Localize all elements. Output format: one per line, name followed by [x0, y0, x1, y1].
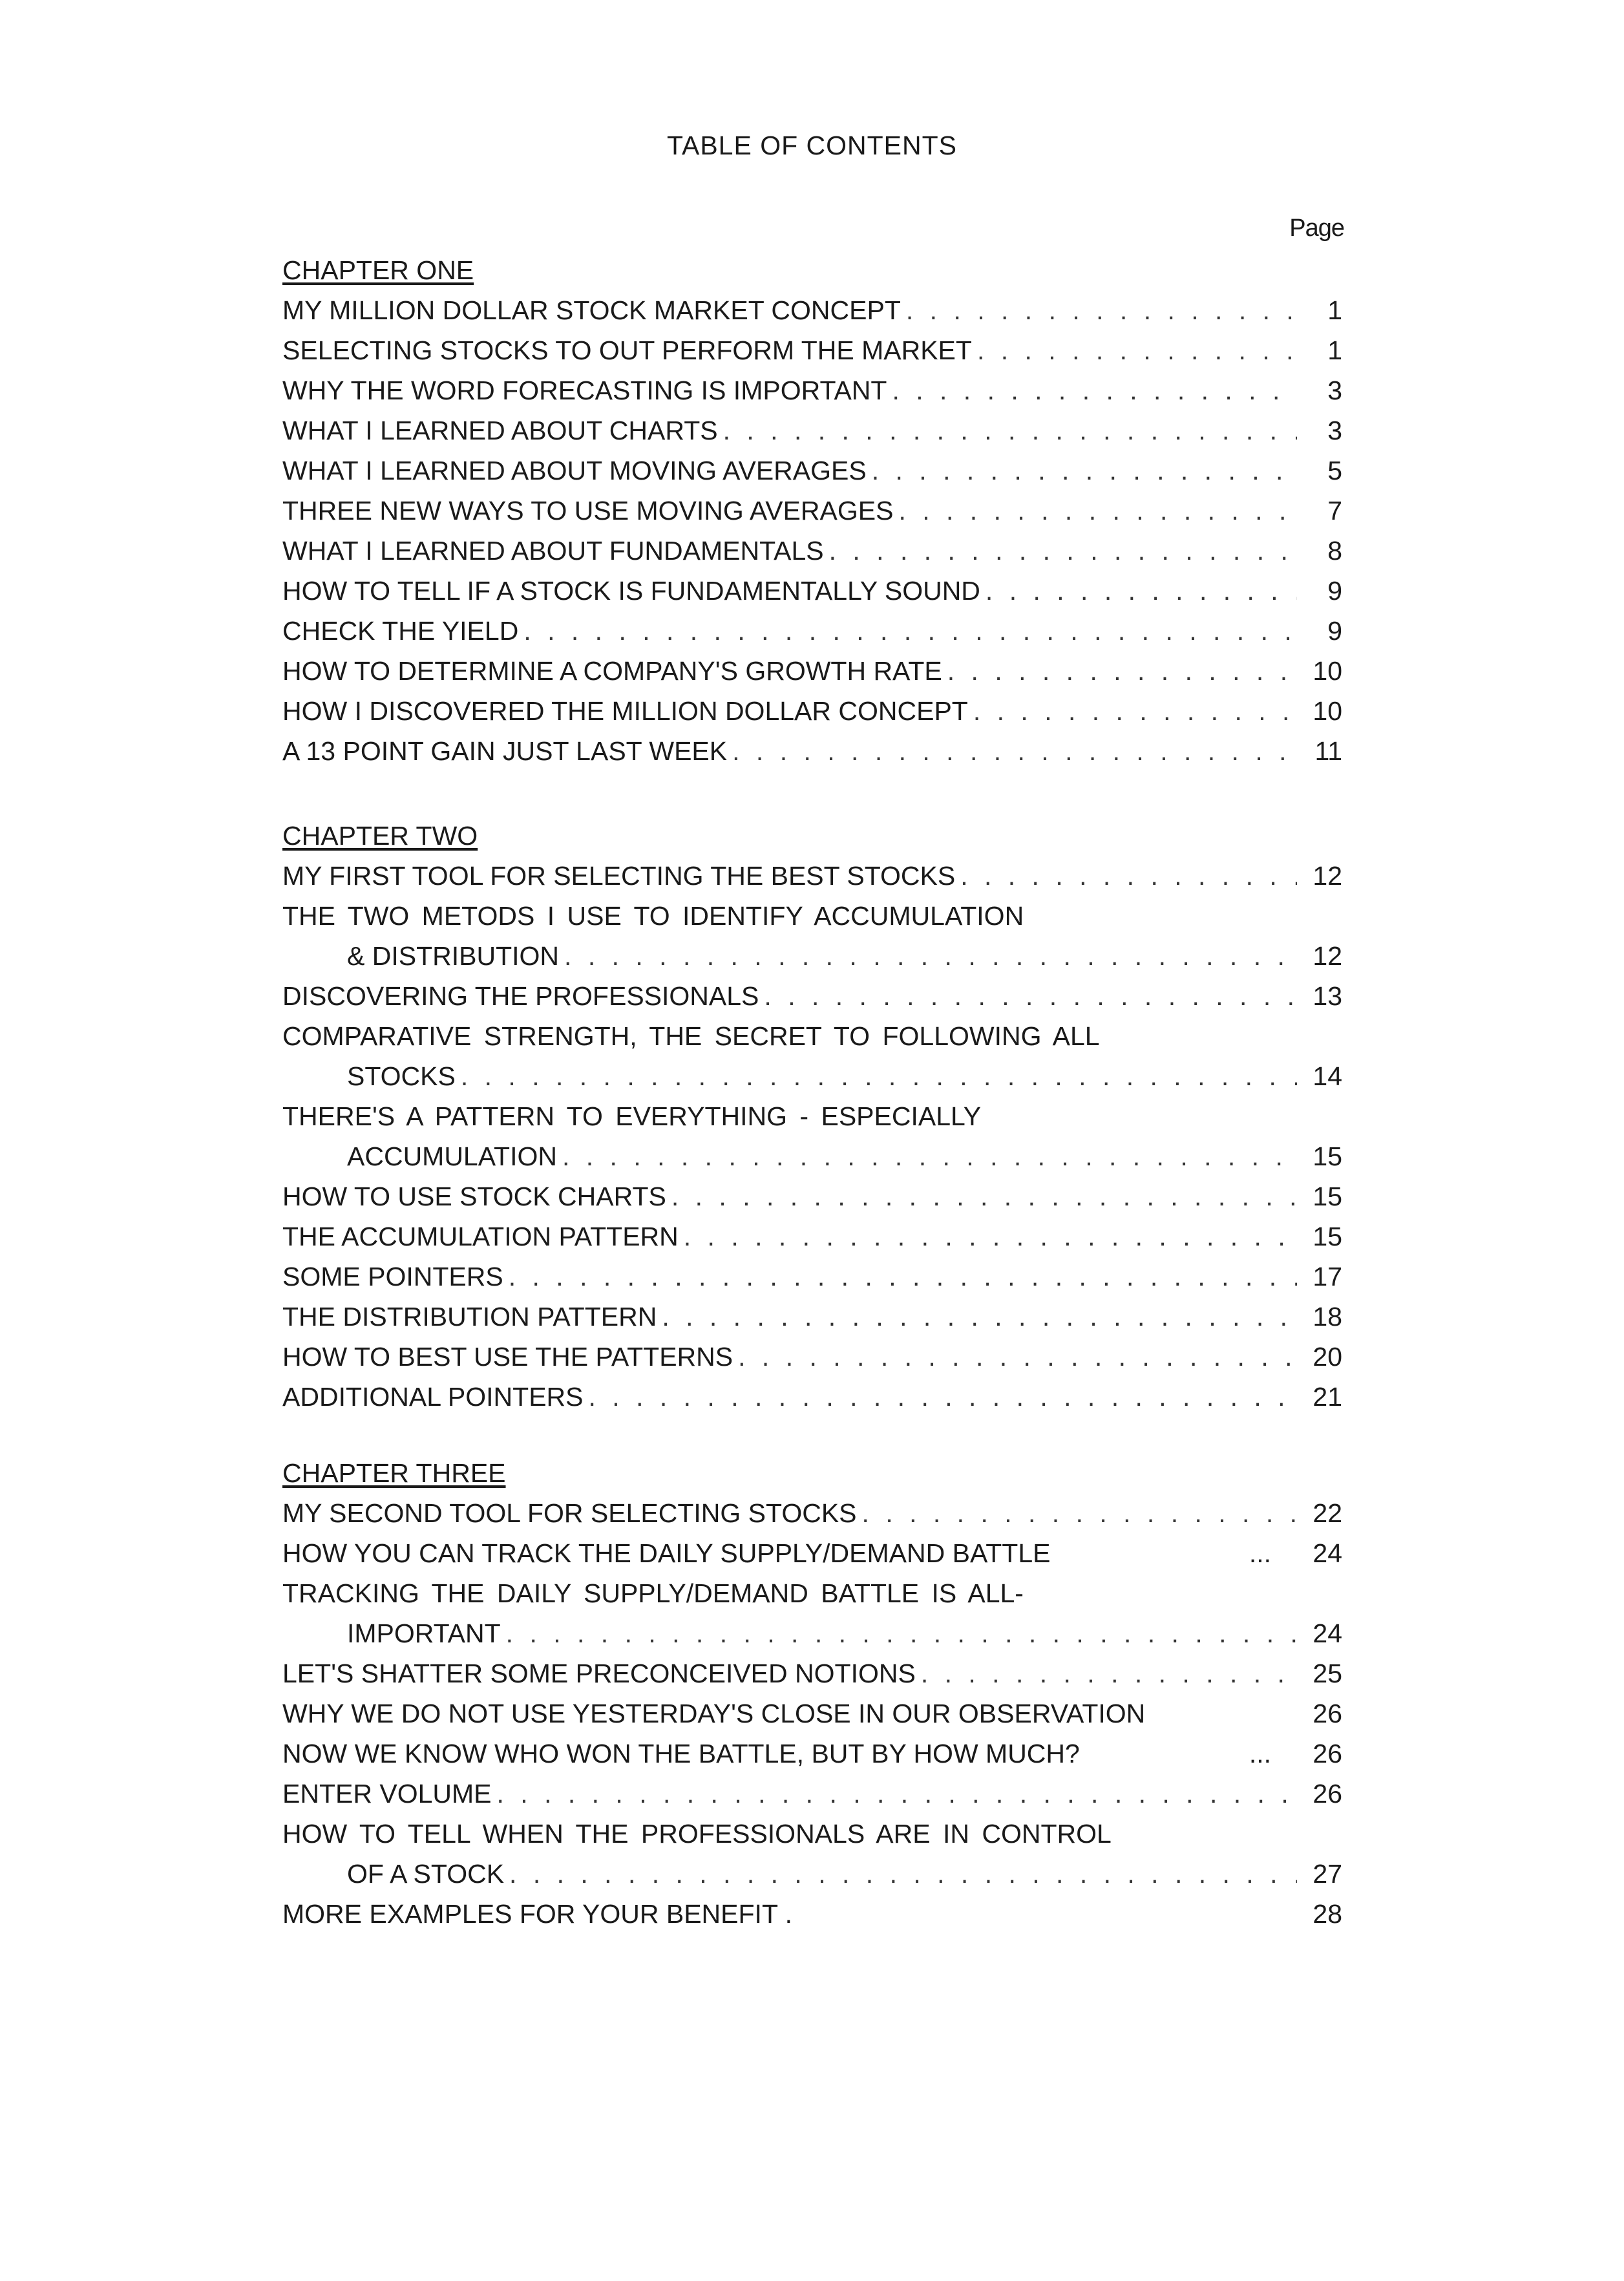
toc-entry-page: 24	[1313, 1618, 1342, 1648]
toc-entry-page: 26	[1313, 1739, 1342, 1768]
toc-entry-title: ENTER VOLUME	[282, 1779, 492, 1809]
dot-leader	[727, 731, 1297, 771]
toc-entry[interactable]	[282, 1216, 1342, 1257]
toc-entry-title-line1[interactable]: THE TWO METODS I USE TO IDENTIFY ACCUMULATION	[282, 901, 1024, 931]
toc-entry[interactable]	[282, 651, 1342, 691]
toc-entry[interactable]	[282, 1653, 1342, 1693]
toc-entry-page: 26	[1313, 1779, 1342, 1809]
dot-leader	[559, 936, 1297, 976]
toc-entry-title: MORE EXAMPLES FOR YOUR BENEFIT .	[282, 1899, 793, 1929]
dot-leader	[456, 1056, 1297, 1096]
toc-entry-page: 28	[1313, 1899, 1342, 1929]
toc-entry-page: 12	[1313, 941, 1342, 971]
toc-entry[interactable]	[282, 491, 1342, 531]
toc-entry-title: WHY THE WORD FORECASTING IS IMPORTANT	[282, 376, 887, 405]
toc-entry-ellipsis: ...	[1249, 1739, 1271, 1768]
toc-entry-page: 17	[1313, 1262, 1342, 1291]
toc-entry-title: WHAT I LEARNED ABOUT MOVING AVERAGES	[282, 456, 867, 485]
toc-entry[interactable]	[282, 1176, 1342, 1216]
dot-leader	[666, 1176, 1297, 1216]
dot-leader	[501, 1613, 1297, 1653]
dot-leader	[972, 330, 1297, 370]
toc-entry-title: ADDITIONAL POINTERS	[282, 1382, 584, 1412]
toc-entry[interactable]	[282, 410, 1342, 451]
toc-entry[interactable]	[282, 1377, 1342, 1417]
toc-entry[interactable]	[282, 531, 1342, 571]
toc-entry[interactable]	[282, 1257, 1342, 1297]
toc-entry-title: A 13 POINT GAIN JUST LAST WEEK	[282, 736, 728, 766]
dot-leader	[968, 691, 1297, 731]
page-title: TABLE OF CONTENTS	[666, 131, 958, 160]
dot-leader	[718, 410, 1297, 451]
dot-leader	[857, 1493, 1297, 1533]
toc-entry-title: CHECK THE YIELD	[282, 616, 519, 646]
toc-entry-page: 15	[1313, 1222, 1342, 1251]
toc-entry[interactable]	[282, 1533, 1342, 1573]
page-column-label: Page	[1289, 215, 1344, 242]
toc-entry-page: 25	[1313, 1659, 1342, 1688]
toc-entry-title: HOW TO DETERMINE A COMPANY'S GROWTH RATE	[282, 656, 942, 686]
dot-leader	[916, 1653, 1297, 1693]
toc-entry[interactable]	[282, 290, 1342, 330]
dot-leader	[893, 491, 1297, 531]
dot-leader	[503, 1257, 1297, 1297]
toc-entry[interactable]	[282, 731, 1342, 771]
toc-entry-page: 9	[1327, 616, 1342, 646]
toc-entry-title: HOW I DISCOVERED THE MILLION DOLLAR CONCEPT	[282, 696, 968, 726]
toc-entry-ellipsis: ...	[1249, 1538, 1271, 1568]
dot-leader	[679, 1216, 1297, 1257]
toc-entry-title: THE ACCUMULATION PATTERN	[282, 1222, 679, 1251]
dot-leader	[657, 1297, 1297, 1337]
toc-entry-title: DISCOVERING THE PROFESSIONALS	[282, 981, 759, 1011]
toc-entry-title: WHAT I LEARNED ABOUT CHARTS	[282, 416, 718, 445]
toc-entry[interactable]	[282, 1337, 1342, 1377]
dot-leader	[584, 1377, 1298, 1417]
dot-leader	[557, 1136, 1297, 1176]
toc-entry-title: SELECTING STOCKS TO OUT PERFORM THE MARKET	[282, 335, 972, 365]
dot-leader	[887, 370, 1297, 410]
chapter-heading[interactable]: CHAPTER TWO	[282, 821, 478, 851]
toc-entry[interactable]	[282, 1136, 1342, 1176]
toc-entry-page: 15	[1313, 1141, 1342, 1171]
toc-entry-title-line1[interactable]: HOW TO TELL WHEN THE PROFESSIONALS ARE IN CONTROL	[282, 1819, 1112, 1849]
toc-entry[interactable]	[282, 1774, 1342, 1814]
toc-entry-title: OF A STOCK	[347, 1859, 505, 1889]
toc-entry-title: MY MILLION DOLLAR STOCK MARKET CONCEPT	[282, 295, 901, 325]
dot-leader	[492, 1774, 1298, 1814]
dot-leader	[518, 611, 1297, 651]
toc-entry-title: & DISTRIBUTION	[347, 941, 560, 971]
toc-entry[interactable]	[282, 1297, 1342, 1337]
toc-entry-title-line1[interactable]: THERE'S A PATTERN TO EVERYTHING - ESPECIALLY	[282, 1101, 982, 1131]
toc-entry-title: HOW TO USE STOCK CHARTS	[282, 1182, 666, 1211]
toc-entry[interactable]	[282, 1734, 1342, 1774]
toc-entry-title: SOME POINTERS	[282, 1262, 503, 1291]
toc-entry-page: 3	[1327, 416, 1342, 445]
toc-entry[interactable]	[282, 1613, 1342, 1653]
toc-entry-title: HOW YOU CAN TRACK THE DAILY SUPPLY/DEMAND BATTLE	[282, 1538, 1051, 1568]
toc-entry-page: 10	[1313, 696, 1342, 726]
toc-entry-title: HOW TO TELL IF A STOCK IS FUNDAMENTALLY SOUND	[282, 576, 980, 606]
dot-leader	[955, 856, 1297, 896]
dot-leader	[759, 976, 1297, 1016]
toc-entry-title: MY SECOND TOOL FOR SELECTING STOCKS	[282, 1498, 857, 1528]
toc-entry-page: 11	[1314, 736, 1342, 766]
toc-entry-title: WHY WE DO NOT USE YESTERDAY'S CLOSE IN OUR OBSERVATION	[282, 1699, 1146, 1728]
toc-entry-page: 9	[1327, 576, 1342, 606]
toc-entry-page: 1	[1327, 295, 1342, 325]
dot-leader	[867, 451, 1297, 491]
toc-entry-page: 15	[1313, 1182, 1342, 1211]
chapter-two-section	[282, 816, 1342, 1417]
toc-entry-page: 7	[1327, 496, 1342, 525]
chapter-three-section	[282, 1453, 1342, 1934]
toc-entry-page: 18	[1313, 1302, 1342, 1331]
toc-entry[interactable]	[282, 330, 1342, 370]
toc-entry-page: 13	[1313, 981, 1342, 1011]
dot-leader	[504, 1854, 1297, 1894]
toc-entry[interactable]	[282, 451, 1342, 491]
toc-entry-page: 3	[1327, 376, 1342, 405]
toc-entry[interactable]	[282, 1894, 1342, 1934]
chapter-heading[interactable]: CHAPTER ONE	[282, 255, 474, 285]
toc-entry[interactable]	[282, 1056, 1342, 1096]
toc-entry-page: 5	[1327, 456, 1342, 485]
toc-entry-page: 10	[1313, 656, 1342, 686]
toc-entry[interactable]	[282, 611, 1342, 651]
toc-entry[interactable]	[282, 1854, 1342, 1894]
toc-entry-title: MY FIRST TOOL FOR SELECTING THE BEST STOCKS	[282, 861, 956, 891]
toc-entry[interactable]	[282, 691, 1342, 731]
dot-leader	[980, 571, 1297, 611]
toc-entry-title: NOW WE KNOW WHO WON THE BATTLE, BUT BY HOW MUCH?	[282, 1739, 1080, 1768]
toc-entry[interactable]	[282, 571, 1342, 611]
toc-entry-page: 1	[1327, 335, 1342, 365]
toc-entry-page: 21	[1313, 1382, 1342, 1412]
toc-entry-title: WHAT I LEARNED ABOUT FUNDAMENTALS	[282, 536, 824, 566]
toc-entry-title-line1[interactable]: TRACKING THE DAILY SUPPLY/DEMAND BATTLE IS ALL-	[282, 1578, 1024, 1608]
toc-entry-page: 24	[1313, 1538, 1342, 1568]
toc-entry-title-line1[interactable]: COMPARATIVE STRENGTH, THE SECRET TO FOLLOWING ALL	[282, 1021, 1100, 1051]
toc-entry-title: THE DISTRIBUTION PATTERN	[282, 1302, 657, 1331]
toc-entry-page: 26	[1313, 1699, 1342, 1728]
toc-entry-title: LET'S SHATTER SOME PRECONCEIVED NOTIONS	[282, 1659, 916, 1688]
chapter-heading[interactable]: CHAPTER THREE	[282, 1458, 506, 1488]
dot-leader	[824, 531, 1297, 571]
toc-entry-page: 8	[1327, 536, 1342, 566]
toc-entry[interactable]	[282, 976, 1342, 1016]
toc-entry-page: 27	[1313, 1859, 1342, 1889]
toc-entry-title: IMPORTANT	[347, 1618, 501, 1648]
toc-entry[interactable]	[282, 936, 1342, 976]
dot-leader	[733, 1337, 1297, 1377]
dot-leader	[942, 651, 1297, 691]
toc-entry[interactable]	[282, 1693, 1342, 1734]
toc-entry[interactable]	[282, 1493, 1342, 1533]
toc-entry-title: STOCKS	[347, 1061, 456, 1091]
toc-entry[interactable]	[282, 856, 1342, 896]
toc-entry-page: 14	[1313, 1061, 1342, 1091]
chapter-one-section	[282, 250, 1342, 771]
toc-entry-page: 22	[1313, 1498, 1342, 1528]
toc-entry-title: THREE NEW WAYS TO USE MOVING AVERAGES	[282, 496, 894, 525]
toc-entry-page: 12	[1313, 861, 1342, 891]
dot-leader	[901, 290, 1297, 330]
toc-entry[interactable]	[282, 370, 1342, 410]
toc-entry-title: ACCUMULATION	[347, 1141, 557, 1171]
toc-entry-title: HOW TO BEST USE THE PATTERNS	[282, 1342, 733, 1372]
toc-entry-page: 20	[1313, 1342, 1342, 1372]
